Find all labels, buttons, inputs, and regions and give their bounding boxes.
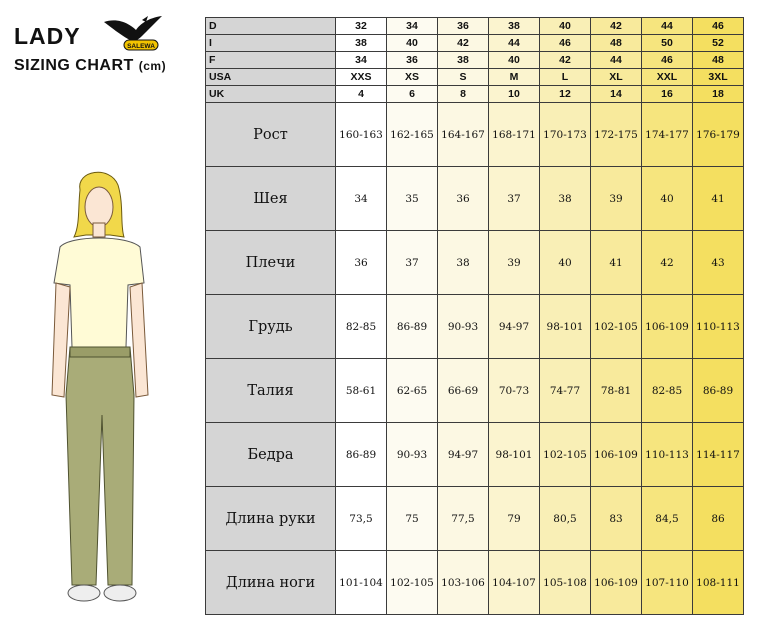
measure-cell: 62-65: [387, 359, 438, 423]
measure-cell: 101-104: [336, 551, 387, 615]
measure-cell: 176-179: [693, 103, 744, 167]
measure-cell: 90-93: [387, 423, 438, 487]
measure-cell: 38: [540, 167, 591, 231]
size-cell: 32: [336, 18, 387, 35]
measure-cell: 108-111: [693, 551, 744, 615]
measure-cell: 94-97: [489, 295, 540, 359]
size-cell: 3XL: [693, 69, 744, 86]
size-cell: 46: [693, 18, 744, 35]
measure-label: Талия: [206, 359, 336, 423]
size-cell: 48: [591, 35, 642, 52]
size-cell: 44: [489, 35, 540, 52]
measure-row-chest: [206, 295, 744, 359]
measure-cell: 79: [489, 487, 540, 551]
size-cell: 18: [693, 86, 744, 103]
measure-cell: 38: [438, 231, 489, 295]
measure-cell: 36: [336, 231, 387, 295]
measure-cell: 98-101: [489, 423, 540, 487]
measure-label: Плечи: [206, 231, 336, 295]
measure-cell: 40: [642, 167, 693, 231]
title-unit: (cm): [138, 59, 167, 73]
measure-cell: 110-113: [693, 295, 744, 359]
measure-cell: 104-107: [489, 551, 540, 615]
size-row-uk: [206, 86, 744, 103]
salewa-eagle-logo: [102, 14, 166, 54]
size-cell: 50: [642, 35, 693, 52]
measure-cell: 170-173: [540, 103, 591, 167]
measure-cell: 86-89: [693, 359, 744, 423]
size-cell: 4: [336, 86, 387, 103]
measure-row-waist: [206, 359, 744, 423]
size-row-d: [206, 18, 744, 35]
measure-cell: 106-109: [642, 295, 693, 359]
measure-cell: 34: [336, 167, 387, 231]
size-cell: 8: [438, 86, 489, 103]
measure-cell: 43: [693, 231, 744, 295]
measure-cell: 102-105: [540, 423, 591, 487]
measure-cell: 77,5: [438, 487, 489, 551]
measure-cell: 106-109: [591, 551, 642, 615]
size-cell: 46: [540, 35, 591, 52]
size-cell: 36: [387, 52, 438, 69]
measure-cell: 73,5: [336, 487, 387, 551]
size-cell: L: [540, 69, 591, 86]
measure-cell: 70-73: [489, 359, 540, 423]
size-cell: 34: [387, 18, 438, 35]
size-cell: 40: [489, 52, 540, 69]
size-cell: 34: [336, 52, 387, 69]
measure-row-leg-length: [206, 551, 744, 615]
measure-cell: 106-109: [591, 423, 642, 487]
measure-label: Шея: [206, 167, 336, 231]
logo-text: SALEWA: [127, 43, 155, 50]
size-row-label: D: [206, 18, 336, 35]
title-sizing-chart-text: SIZING CHART: [14, 57, 134, 74]
size-cell: 14: [591, 86, 642, 103]
measure-cell: 105-108: [540, 551, 591, 615]
measure-cell: 66-69: [438, 359, 489, 423]
size-row-label: F: [206, 52, 336, 69]
measure-cell: 86: [693, 487, 744, 551]
measure-cell: 114-117: [693, 423, 744, 487]
measure-row-height: [206, 103, 744, 167]
measure-row-neck: [206, 167, 744, 231]
measure-cell: 80,5: [540, 487, 591, 551]
measure-label: Грудь: [206, 295, 336, 359]
size-cell: XXS: [336, 69, 387, 86]
size-row-label: I: [206, 35, 336, 52]
size-cell: 38: [336, 35, 387, 52]
size-cell: 10: [489, 86, 540, 103]
measure-cell: 82-85: [642, 359, 693, 423]
measure-cell: 83: [591, 487, 642, 551]
measure-row-hips: [206, 423, 744, 487]
woman-illustration: [40, 165, 160, 615]
size-chart-table: [205, 17, 744, 615]
measure-cell: 162-165: [387, 103, 438, 167]
size-cell: 38: [438, 52, 489, 69]
measure-cell: 94-97: [438, 423, 489, 487]
size-cell: XS: [387, 69, 438, 86]
measure-label: Длина ноги: [206, 551, 336, 615]
size-cell: 42: [591, 18, 642, 35]
size-row-label: UK: [206, 86, 336, 103]
measure-cell: 37: [387, 231, 438, 295]
size-cell: M: [489, 69, 540, 86]
measure-cell: 110-113: [642, 423, 693, 487]
measure-cell: 41: [693, 167, 744, 231]
size-cell: 42: [438, 35, 489, 52]
measure-cell: 75: [387, 487, 438, 551]
measure-cell: 168-171: [489, 103, 540, 167]
size-row-usa: [206, 69, 744, 86]
measure-cell: 90-93: [438, 295, 489, 359]
size-cell: 52: [693, 35, 744, 52]
measure-cell: 98-101: [540, 295, 591, 359]
size-cell: S: [438, 69, 489, 86]
size-cell: 40: [540, 18, 591, 35]
measure-cell: 86-89: [336, 423, 387, 487]
measure-cell: 37: [489, 167, 540, 231]
measure-cell: 74-77: [540, 359, 591, 423]
measure-row-shoulders: [206, 231, 744, 295]
measure-cell: 86-89: [387, 295, 438, 359]
measure-cell: 84,5: [642, 487, 693, 551]
size-cell: 16: [642, 86, 693, 103]
measure-cell: 39: [489, 231, 540, 295]
measure-cell: 102-105: [387, 551, 438, 615]
measure-row-arm-length: [206, 487, 744, 551]
measure-cell: 78-81: [591, 359, 642, 423]
measure-label: Бедра: [206, 423, 336, 487]
size-cell: 46: [642, 52, 693, 69]
measure-label: Рост: [206, 103, 336, 167]
measure-cell: 174-177: [642, 103, 693, 167]
size-cell: 6: [387, 86, 438, 103]
title-sizing-chart: [14, 57, 166, 75]
size-cell: 44: [642, 18, 693, 35]
measure-cell: 82-85: [336, 295, 387, 359]
measure-cell: 36: [438, 167, 489, 231]
measure-cell: 164-167: [438, 103, 489, 167]
size-cell: 36: [438, 18, 489, 35]
size-cell: 44: [591, 52, 642, 69]
size-cell: 12: [540, 86, 591, 103]
measure-cell: 107-110: [642, 551, 693, 615]
measure-cell: 58-61: [336, 359, 387, 423]
measure-cell: 172-175: [591, 103, 642, 167]
title-lady: LADY: [14, 23, 81, 49]
size-cell: 38: [489, 18, 540, 35]
measure-cell: 160-163: [336, 103, 387, 167]
measure-cell: 35: [387, 167, 438, 231]
measure-cell: 102-105: [591, 295, 642, 359]
size-cell: 42: [540, 52, 591, 69]
measure-cell: 40: [540, 231, 591, 295]
measure-cell: 39: [591, 167, 642, 231]
measure-cell: 103-106: [438, 551, 489, 615]
measure-cell: 42: [642, 231, 693, 295]
measure-cell: 41: [591, 231, 642, 295]
size-row-i: [206, 35, 744, 52]
size-cell: XXL: [642, 69, 693, 86]
measure-label: Длина руки: [206, 487, 336, 551]
size-cell: XL: [591, 69, 642, 86]
size-cell: 48: [693, 52, 744, 69]
size-cell: 40: [387, 35, 438, 52]
size-row-label: USA: [206, 69, 336, 86]
size-row-f: [206, 52, 744, 69]
